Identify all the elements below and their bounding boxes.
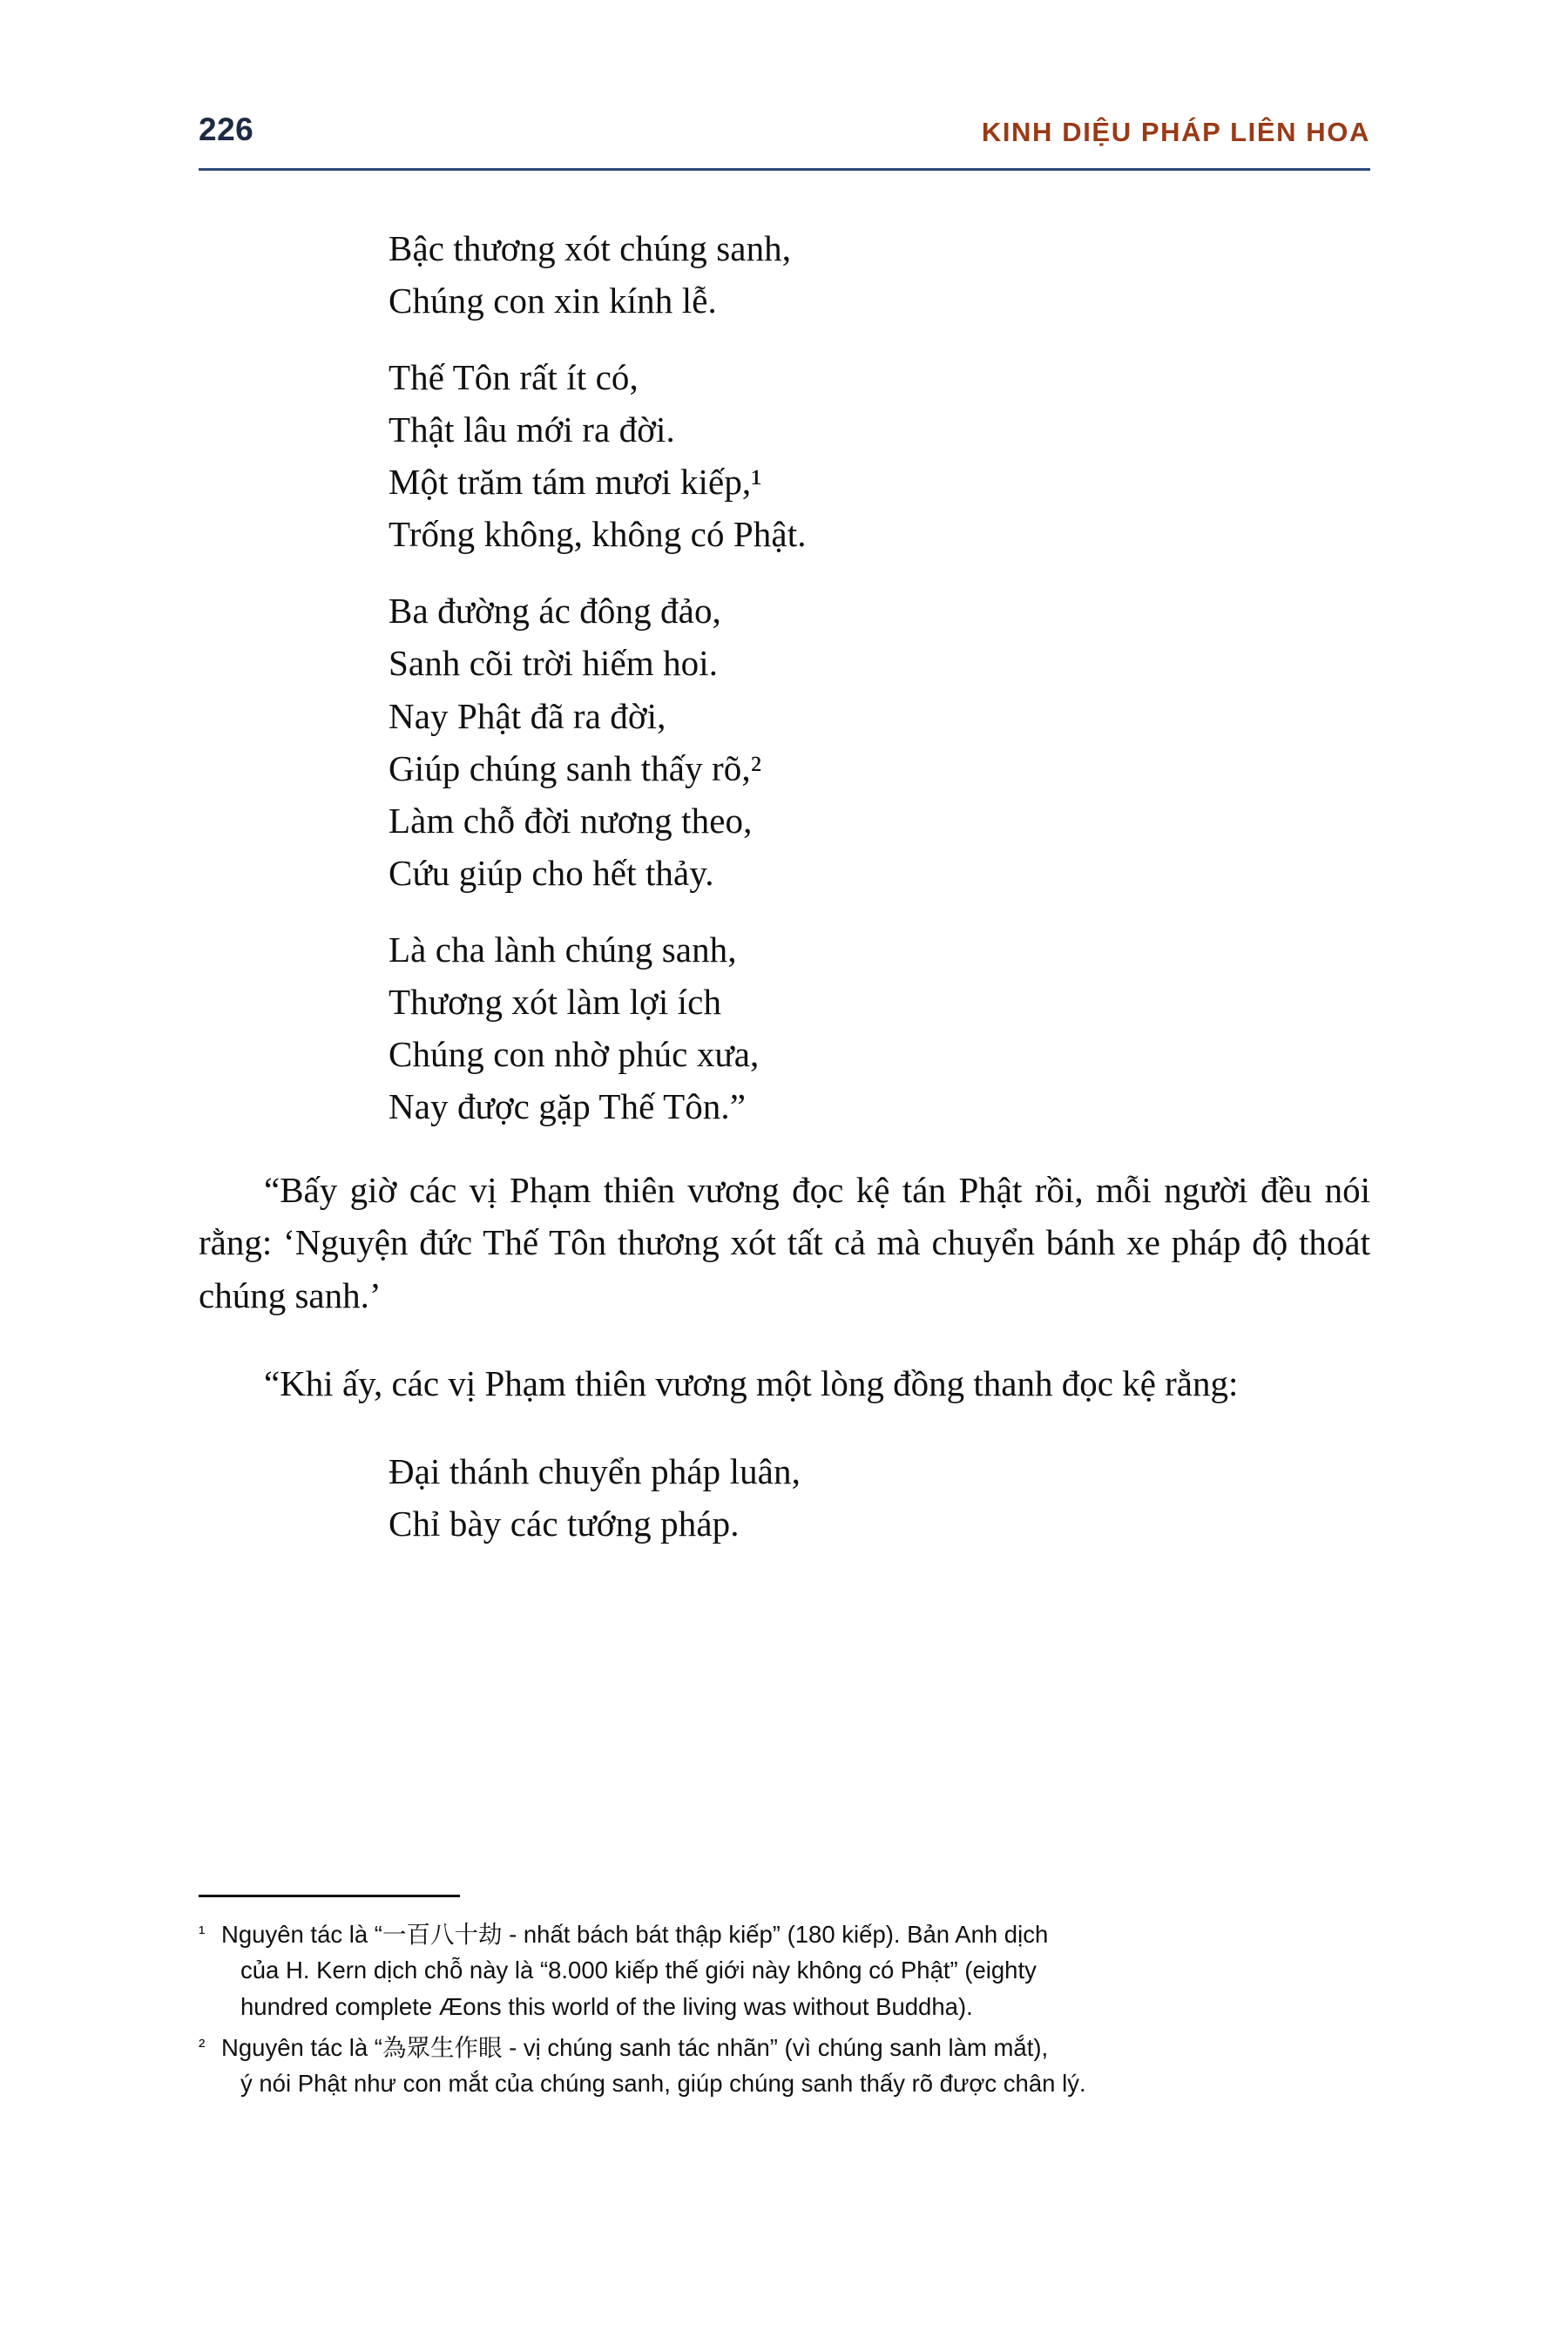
- footnotes-section: [199, 1895, 1370, 2106]
- verse-stanza-1: [389, 222, 1370, 327]
- verse-line: Chúng con xin kính lễ.: [389, 280, 717, 321]
- page-header: [199, 112, 1370, 148]
- verse-line: Làm chỗ đời nương theo,: [389, 800, 753, 841]
- verse-line: Nay được gặp Thế Tôn.”: [389, 1085, 747, 1126]
- verse-line: Thương xót làm lợi ích: [389, 981, 722, 1022]
- footnote-line: Nguyên tác là “一百八十劫 - nhất bách bát thập kiếp” (180 kiếp). Bản Anh dịch: [221, 1921, 1049, 1948]
- verse-stanza-5: [389, 1445, 1370, 1550]
- footnote-marker: ²: [199, 2034, 206, 2057]
- paragraph: “Khi ấy, các vị Phạm thiên vương một lòng đồng thanh đọc kệ rằng:: [264, 1362, 1239, 1403]
- footnote-line: của H. Kern dịch chỗ này là “8.000 kiếp thế giới này không có Phật” (eighty: [240, 1957, 1037, 1984]
- verse-line: Là cha lành chúng sanh,: [389, 929, 737, 970]
- running-head: KINH DIỆU PHÁP LIÊN HOA: [981, 117, 1370, 147]
- footnote-line: Nguyên tác là “為眾生作眼 - vị chúng sanh tác nhãn” (vì chúng sanh làm mắt),: [221, 2033, 1049, 2061]
- footnote-divider: [199, 1895, 460, 1897]
- verse-line: Cứu giúp cho hết thảy.: [389, 852, 714, 893]
- verse-line: Trống không, không có Phật.: [389, 514, 807, 555]
- verse-line: Bậc thương xót chúng sanh,: [389, 228, 792, 268]
- footnote-text: [221, 1916, 1370, 2024]
- verse-stanza-3: [389, 585, 1370, 898]
- page-number: 226: [199, 112, 254, 147]
- verse-line: Thật lâu mới ra đời.: [389, 409, 675, 450]
- verse-line: Chỉ bày các tướng pháp.: [389, 1504, 740, 1544]
- footnote-1: [199, 1916, 1370, 2024]
- page-content: [199, 222, 1370, 1550]
- verse-line: Chúng con nhờ phúc xưa,: [389, 1033, 760, 1074]
- verse-stanza-4: [389, 923, 1370, 1132]
- verse-line: Sanh cõi trời hiếm hoi.: [389, 643, 719, 684]
- verse-line-with-footnote-ref: Giúp chúng sanh thấy rõ,²: [389, 747, 762, 788]
- verse-line: Nay Phật đã ra đời,: [389, 695, 666, 736]
- paragraph: “Bấy giờ các vị Phạm thiên vương đọc kệ tán Phật rồi, mỗi người đều nói rằng: ‘Nguyện đức Thế Tôn thương xót tất cả mà chuyển bánh xe pháp độ thoát chúng sanh.’: [199, 1170, 1370, 1315]
- verse-line: Đại thánh chuyển pháp luân,: [389, 1451, 801, 1492]
- footnote-line: hundred complete Æons this world of the living was without Buddha).: [240, 1992, 973, 2020]
- verse-line: Ba đường ác đông đảo,: [389, 591, 721, 632]
- verse-line-with-footnote-ref: Một trăm tám mươi kiếp,¹: [389, 462, 762, 503]
- header-divider: [199, 168, 1370, 171]
- footnote-text: [221, 2030, 1370, 2102]
- footnote-marker: ¹: [199, 1922, 206, 1943]
- footnote-line: ý nói Phật như con mắt của chúng sanh, giúp chúng sanh thấy rõ được chân lý.: [240, 2070, 1086, 2097]
- verse-line: Thế Tôn rất ít có,: [389, 357, 639, 398]
- footnote-2: [199, 2030, 1370, 2102]
- verse-stanza-2: [389, 351, 1370, 560]
